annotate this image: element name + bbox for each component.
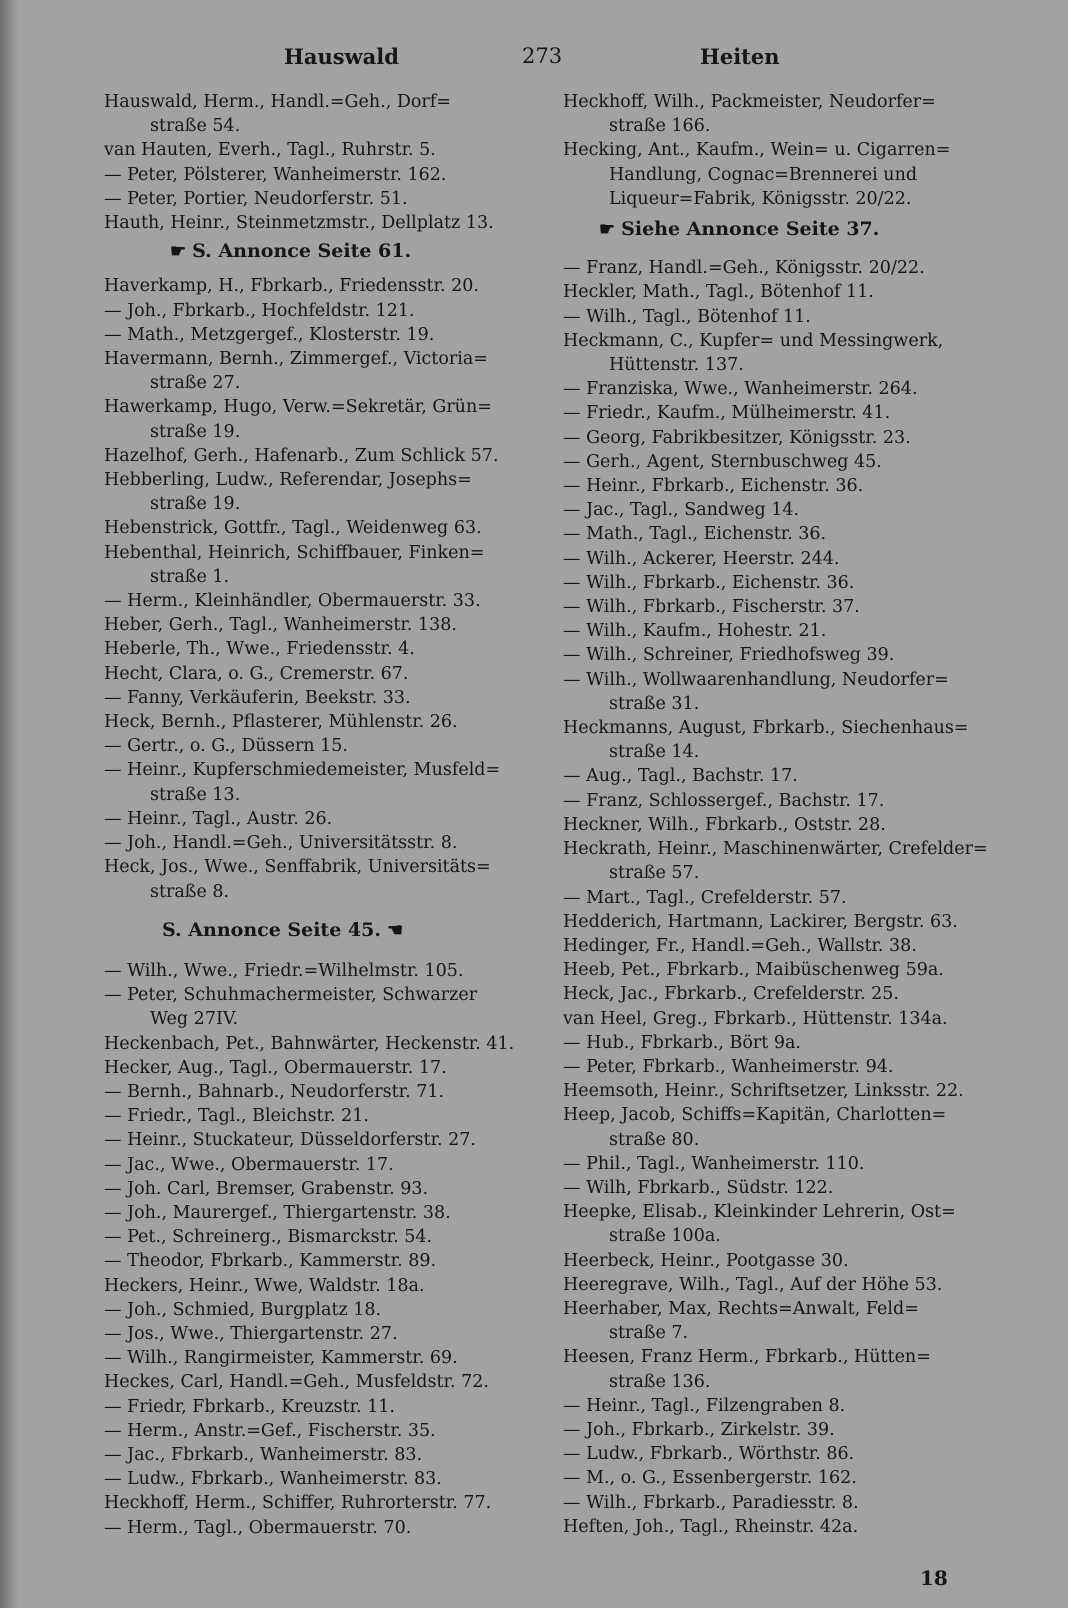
entry-line: Heeb, Pet., Fbrkarb., Maibüschenweg 59a. xyxy=(563,960,944,981)
directory-entry xyxy=(104,1104,540,1128)
directory-entry xyxy=(104,1225,540,1249)
page-number: 273 xyxy=(522,44,563,68)
directory-entry xyxy=(104,1395,540,1419)
entry-line: Heckler, Math., Tagl., Bötenhof 11. xyxy=(563,282,874,303)
entry-line: Heckmann, C., Kupfer= und Messingwerk, xyxy=(563,330,944,351)
directory-entry xyxy=(104,138,540,162)
directory-entry xyxy=(563,982,999,1006)
directory-entry xyxy=(563,1079,999,1103)
annonce-text: S. Annonce Seite 45. xyxy=(162,918,381,941)
entry-continuation-line: straße 14. xyxy=(609,742,700,763)
entry-line: — Pet., Schreinerg., Bismarckstr. 54. xyxy=(104,1227,433,1248)
entry-line: Heckner, Wilh., Fbrkarb., Oststr. 28. xyxy=(563,814,886,835)
directory-entry xyxy=(563,595,999,619)
entry-line: — Aug., Tagl., Bachstr. 17. xyxy=(563,766,798,787)
entry-line: Heep, Jacob, Schiffs=Kapitän, Charlotten= xyxy=(563,1105,947,1126)
entry-line: — Heinr., Fbrkarb., Eichenstr. 36. xyxy=(563,476,864,497)
page-header xyxy=(0,44,1068,74)
directory-entry xyxy=(104,1153,540,1177)
entry-line: Hedinger, Fr., Handl.=Geh., Wallstr. 38. xyxy=(563,935,917,956)
directory-entry xyxy=(563,1297,999,1345)
entry-line: — Friedr., Kaufm., Mülheimerstr. 41. xyxy=(563,403,891,424)
entry-line: — Heinr., Stuckateur, Düsseldorferstr. 27. xyxy=(104,1130,476,1151)
entry-continuation-line: Weg 27IV. xyxy=(150,1009,239,1030)
entry-line: — Wilh., Tagl., Bötenhof 11. xyxy=(563,306,811,327)
entry-continuation-line: straße 57. xyxy=(609,863,700,884)
directory-entry xyxy=(104,1080,540,1104)
entry-line: — Heinr., Tagl., Filzengraben 8. xyxy=(563,1395,846,1416)
directory-entry xyxy=(104,1322,540,1346)
entry-line: Heeregrave, Wilh., Tagl., Auf der Höhe 53. xyxy=(563,1274,943,1295)
entry-continuation-line: straße 7. xyxy=(609,1323,689,1344)
directory-entry xyxy=(563,280,999,304)
directory-entry xyxy=(563,789,999,813)
annonce-reference xyxy=(104,239,540,264)
entry-continuation-line: straße 19. xyxy=(150,421,241,442)
entry-line: — Peter, Fbrkarb., Wanheimerstr. 94. xyxy=(563,1056,894,1077)
entry-line: — Gerh., Agent, Sternbuschweg 45. xyxy=(563,451,882,472)
directory-entry xyxy=(563,1515,999,1539)
directory-entry xyxy=(104,211,540,235)
entry-line: — Franz, Schlossergef., Bachstr. 17. xyxy=(563,790,885,811)
directory-entry xyxy=(563,668,999,716)
entry-line: Heckhoff, Wilh., Packmeister, Neudorfer= xyxy=(563,92,936,112)
entry-line: van Heel, Greg., Fbrkarb., Hüttenstr. 134a. xyxy=(563,1008,948,1029)
entry-line: — Wilh., Wwe., Friedr.=Wilhelmstr. 105. xyxy=(104,960,464,981)
signature-mark: 18 xyxy=(920,1566,948,1590)
directory-entry xyxy=(563,571,999,595)
directory-entry xyxy=(563,643,999,667)
entry-line: Heberle, Th., Wwe., Friedensstr. 4. xyxy=(104,639,415,660)
entry-line: — Wilh., Ackerer, Heerstr. 244. xyxy=(563,548,840,569)
directory-entry xyxy=(104,1491,540,1515)
directory-entry xyxy=(104,1249,540,1273)
entry-line: Hebenthal, Heinrich, Schiffbauer, Finken= xyxy=(104,542,485,563)
directory-entry xyxy=(563,138,999,211)
entry-line: Heerhaber, Max, Rechts=Anwalt, Feld= xyxy=(563,1298,919,1319)
header-left-catchword: Hauswald xyxy=(284,44,399,69)
directory-entry xyxy=(104,807,540,831)
directory-entry xyxy=(104,347,540,395)
directory-entry xyxy=(104,613,540,637)
directory-entry xyxy=(563,1273,999,1297)
entry-line: Heerbeck, Heinr., Pootgasse 30. xyxy=(563,1250,849,1271)
directory-entry xyxy=(563,764,999,788)
entry-continuation-line: straße 136. xyxy=(609,1371,711,1392)
pointing-hand-icon: ☛ xyxy=(599,219,616,241)
directory-entry xyxy=(104,1201,540,1225)
entry-line: Heck, Jos., Wwe., Senffabrik, Universitäts= xyxy=(104,857,491,878)
directory-entry xyxy=(563,522,999,546)
entry-line: — Friedr, Fbrkarb., Kreuzstr. 11. xyxy=(104,1396,395,1417)
entry-line: — Theodor, Fbrkarb., Kammerstr. 89. xyxy=(104,1251,437,1272)
directory-entry xyxy=(104,274,540,298)
entry-continuation-line: straße 1. xyxy=(150,566,230,587)
entry-line: — Herm., Tagl., Obermauerstr. 70. xyxy=(104,1517,412,1538)
directory-entry xyxy=(563,1055,999,1079)
entry-continuation-line: straße 8. xyxy=(150,881,230,902)
entry-line: — Joh., Maurergef., Thiergartenstr. 38. xyxy=(104,1202,451,1223)
entry-line: — Ludw., Fbrkarb., Wanheimerstr. 83. xyxy=(104,1469,442,1490)
entry-line: — Joh., Fbrkarb., Zirkelstr. 39. xyxy=(563,1419,835,1440)
directory-entry xyxy=(104,468,540,516)
directory-entry xyxy=(104,1443,540,1467)
directory-entry xyxy=(104,1032,540,1056)
directory-entry xyxy=(104,686,540,710)
entry-line: — Franziska, Wwe., Wanheimerstr. 264. xyxy=(563,379,918,400)
entry-line: Heckmanns, August, Fbrkarb., Siechenhaus= xyxy=(563,718,969,739)
directory-entry xyxy=(563,329,999,377)
directory-entry xyxy=(104,1467,540,1491)
directory-entry xyxy=(563,1103,999,1151)
entry-line: Heckes, Carl, Handl.=Geh., Musfeldstr. 72. xyxy=(104,1372,489,1393)
directory-entry xyxy=(563,1394,999,1418)
entry-line: — Wilh., Rangirmeister, Kammerstr. 69. xyxy=(104,1348,458,1369)
directory-entry xyxy=(563,498,999,522)
directory-entry xyxy=(104,662,540,686)
entry-continuation-line: straße 80. xyxy=(609,1129,700,1150)
entry-line: — M., o. G., Essenbergerstr. 162. xyxy=(563,1468,857,1489)
entry-line: Heckers, Heinr., Wwe, Waldstr. 18a. xyxy=(104,1275,425,1296)
entry-line: Hecker, Aug., Tagl., Obermauerstr. 17. xyxy=(104,1057,447,1078)
directory-entry xyxy=(104,1128,540,1152)
directory-entry xyxy=(104,299,540,323)
entry-line: — Peter, Pölsterer, Wanheimerstr. 162. xyxy=(104,164,447,185)
directory-entry xyxy=(104,187,540,211)
directory-entry xyxy=(104,734,540,758)
directory-entry xyxy=(104,1370,540,1394)
entry-line: — Heinr., Tagl., Austr. 26. xyxy=(104,808,333,829)
entry-line: Hecht, Clara, o. G., Cremerstr. 67. xyxy=(104,663,409,684)
directory-entry xyxy=(563,450,999,474)
directory-entry xyxy=(104,323,540,347)
directory-entry xyxy=(104,1419,540,1443)
directory-entry xyxy=(104,983,540,1031)
entry-line: — Wilh., Wollwaarenhandlung, Neudorfer= xyxy=(563,669,949,690)
entry-line: — Wilh., Fbrkarb., Paradiesstr. 8. xyxy=(563,1492,859,1513)
directory-entry xyxy=(563,934,999,958)
entry-line: Hauswald, Herm., Handl.=Geh., Dorf= xyxy=(104,92,451,112)
entry-line: — Joh., Handl.=Geh., Universitätsstr. 8. xyxy=(104,833,458,854)
entry-line: Hauth, Heinr., Steinmetzmstr., Dellplatz 13. xyxy=(104,213,494,234)
entry-line: — Georg, Fabrikbesitzer, Königsstr. 23. xyxy=(563,427,911,448)
annonce-reference xyxy=(563,217,999,242)
entry-line: — Math., Tagl., Eichenstr. 36. xyxy=(563,524,827,545)
entry-line: — Wilh., Schreiner, Friedhofsweg 39. xyxy=(563,645,895,666)
directory-entry xyxy=(563,1249,999,1273)
entry-line: Heckrath, Heinr., Maschinenwärter, Crefelder= xyxy=(563,839,988,860)
directory-entry xyxy=(563,1031,999,1055)
entry-line: Heck, Bernh., Pflasterer, Mühlenstr. 26. xyxy=(104,712,458,733)
entry-line: Hecking, Ant., Kaufm., Wein= u. Cigarren= xyxy=(563,140,951,161)
entry-line: van Hauten, Everh., Tagl., Ruhrstr. 5. xyxy=(104,140,436,161)
entry-line: Heesen, Franz Herm., Fbrkarb., Hütten= xyxy=(563,1347,931,1368)
directory-entry xyxy=(104,1274,540,1298)
entry-line: — Herm., Kleinhändler, Obermauerstr. 33. xyxy=(104,591,481,612)
directory-entry xyxy=(104,516,540,540)
entry-line: — Wilh, Fbrkarb., Südstr. 122. xyxy=(563,1177,834,1198)
entry-line: Hebenstrick, Gottfr., Tagl., Weidenweg 63. xyxy=(104,518,482,539)
entry-line: — Peter, Schuhmachermeister, Schwarzer xyxy=(104,985,478,1006)
directory-entry xyxy=(563,474,999,498)
directory-entry xyxy=(563,90,999,138)
entry-line: — Peter, Portier, Neudorferstr. 51. xyxy=(104,188,408,209)
directory-entry xyxy=(563,910,999,934)
entry-line: — Fanny, Verkäuferin, Beekstr. 33. xyxy=(104,687,411,708)
entry-line: Heber, Gerh., Tagl., Wanheimerstr. 138. xyxy=(104,615,457,636)
directory-entry xyxy=(104,855,540,903)
directory-entry xyxy=(563,377,999,401)
entry-line: Heemsoth, Heinr., Schriftsetzer, Linksstr. 22. xyxy=(563,1081,964,1102)
directory-entry xyxy=(563,886,999,910)
entry-line: Hazelhof, Gerh., Hafenarb., Zum Schlick 57. xyxy=(104,445,499,466)
entry-line: — Heinr., Kupferschmiedemeister, Musfeld= xyxy=(104,760,501,781)
entry-line: Haverkamp, H., Fbrkarb., Friedensstr. 20. xyxy=(104,276,479,297)
directory-entry xyxy=(104,395,540,443)
entry-line: — Franz, Handl.=Geh., Königsstr. 20/22. xyxy=(563,258,925,279)
directory-entry xyxy=(563,958,999,982)
entry-line: — Jac., Wwe., Obermauerstr. 17. xyxy=(104,1154,394,1175)
directory-entry xyxy=(563,1345,999,1393)
entry-continuation-line: straße 54. xyxy=(150,116,241,137)
directory-entry xyxy=(104,831,540,855)
directory-entry xyxy=(104,710,540,734)
directory-entry xyxy=(563,426,999,450)
entry-line: — Joh., Fbrkarb., Hochfeldstr. 121. xyxy=(104,300,415,321)
directory-entry xyxy=(104,1346,540,1370)
entry-line: — Wilh., Fbrkarb., Eichenstr. 36. xyxy=(563,572,855,593)
entry-line: Hawerkamp, Hugo, Verw.=Sekretär, Grün= xyxy=(104,397,492,418)
entry-line: — Mart., Tagl., Crefelderstr. 57. xyxy=(563,887,847,908)
directory-entry xyxy=(104,637,540,661)
entry-line: — Friedr., Tagl., Bleichstr. 21. xyxy=(104,1106,369,1127)
entry-line: Heck, Jac., Fbrkarb., Crefelderstr. 25. xyxy=(563,984,899,1005)
directory-entry xyxy=(563,1442,999,1466)
entry-line: Heckhoff, Herm., Schiffer, Ruhrorterstr. 77. xyxy=(104,1493,492,1514)
directory-entry xyxy=(104,541,540,589)
directory-entry xyxy=(563,619,999,643)
directory-entry xyxy=(563,1466,999,1490)
directory-entry xyxy=(563,813,999,837)
directory-entry xyxy=(104,1056,540,1080)
directory-entry xyxy=(104,758,540,806)
entry-line: Hedderich, Hartmann, Lackirer, Bergstr. 63. xyxy=(563,911,958,932)
directory-entry xyxy=(104,90,540,138)
entry-line: — Hub., Fbrkarb., Bört 9a. xyxy=(563,1032,801,1053)
entry-line: — Joh. Carl, Bremser, Grabenstr. 93. xyxy=(104,1178,429,1199)
entry-line: Hebberling, Ludw., Referendar, Josephs= xyxy=(104,470,472,491)
entry-line: — Ludw., Fbrkarb., Wörthstr. 86. xyxy=(563,1444,855,1465)
entry-continuation-line: straße 100a. xyxy=(609,1226,721,1247)
entry-line: Havermann, Bernh., Zimmergef., Victoria= xyxy=(104,349,488,370)
entry-continuation-line: straße 31. xyxy=(609,693,700,714)
entry-continuation-line: straße 27. xyxy=(150,373,241,394)
annonce-text: Siehe Annonce Seite 37. xyxy=(621,218,880,241)
directory-entry xyxy=(563,1152,999,1176)
directory-entry xyxy=(104,589,540,613)
entry-line: — Wilh., Kaufm., Hohestr. 21. xyxy=(563,621,827,642)
entry-line: — Jac., Fbrkarb., Wanheimerstr. 83. xyxy=(104,1444,423,1465)
directory-entry xyxy=(104,1516,540,1540)
directory-entry xyxy=(563,305,999,329)
directory-entry xyxy=(104,1298,540,1322)
header-right-catchword: Heiten xyxy=(700,44,780,69)
directory-entry xyxy=(104,1177,540,1201)
directory-entry xyxy=(104,959,540,983)
directory-entry xyxy=(563,401,999,425)
entry-continuation-line: straße 19. xyxy=(150,494,241,515)
directory-entry xyxy=(563,1418,999,1442)
entry-continuation-line: straße 13. xyxy=(150,784,241,805)
annonce-reference xyxy=(104,918,540,943)
entry-line: — Joh., Schmied, Burgplatz 18. xyxy=(104,1299,382,1320)
entry-line: — Bernh., Bahnarb., Neudorferstr. 71. xyxy=(104,1081,445,1102)
annonce-text: S. Annonce Seite 61. xyxy=(192,240,412,263)
directory-entry xyxy=(563,716,999,764)
entry-continuation-line: Hüttenstr. 137. xyxy=(609,355,744,376)
entry-line: Heften, Joh., Tagl., Rheinstr. 42a. xyxy=(563,1516,859,1537)
entry-line: — Jac., Tagl., Sandweg 14. xyxy=(563,500,800,521)
entry-line: — Wilh., Fbrkarb., Fischerstr. 37. xyxy=(563,597,860,618)
entry-line: Heckenbach, Pet., Bahnwärter, Heckenstr. 41. xyxy=(104,1033,515,1054)
pointing-hand-icon: ☛ xyxy=(170,241,187,263)
directory-entry xyxy=(563,1176,999,1200)
pointing-hand-icon: ☚ xyxy=(386,919,404,941)
directory-entry xyxy=(563,547,999,571)
directory-entry xyxy=(563,837,999,885)
directory-entry xyxy=(104,163,540,187)
entry-line: Heepke, Elisab., Kleinkinder Lehrerin, Ost= xyxy=(563,1202,956,1223)
directory-entry xyxy=(563,1491,999,1515)
left-column xyxy=(104,90,540,1540)
entry-line: — Phil., Tagl., Wanheimerstr. 110. xyxy=(563,1153,865,1174)
entry-line: — Jos., Wwe., Thiergartenstr. 27. xyxy=(104,1323,398,1344)
entry-line: — Gertr., o. G., Düssern 15. xyxy=(104,736,348,757)
directory-entry xyxy=(563,1200,999,1248)
entry-continuation-line: straße 166. xyxy=(609,116,711,137)
directory-entry xyxy=(104,444,540,468)
directory-entry xyxy=(563,1007,999,1031)
entry-line: — Herm., Anstr.=Gef., Fischerstr. 35. xyxy=(104,1420,436,1441)
entry-continuation-line: Liqueur=Fabrik, Königsstr. 20/22. xyxy=(609,188,912,209)
directory-entry xyxy=(563,256,999,280)
entry-line: — Math., Metzgergef., Klosterstr. 19. xyxy=(104,324,435,345)
right-column xyxy=(563,90,999,1539)
entry-continuation-line: Handlung, Cognac=Brennerei und xyxy=(609,164,918,185)
